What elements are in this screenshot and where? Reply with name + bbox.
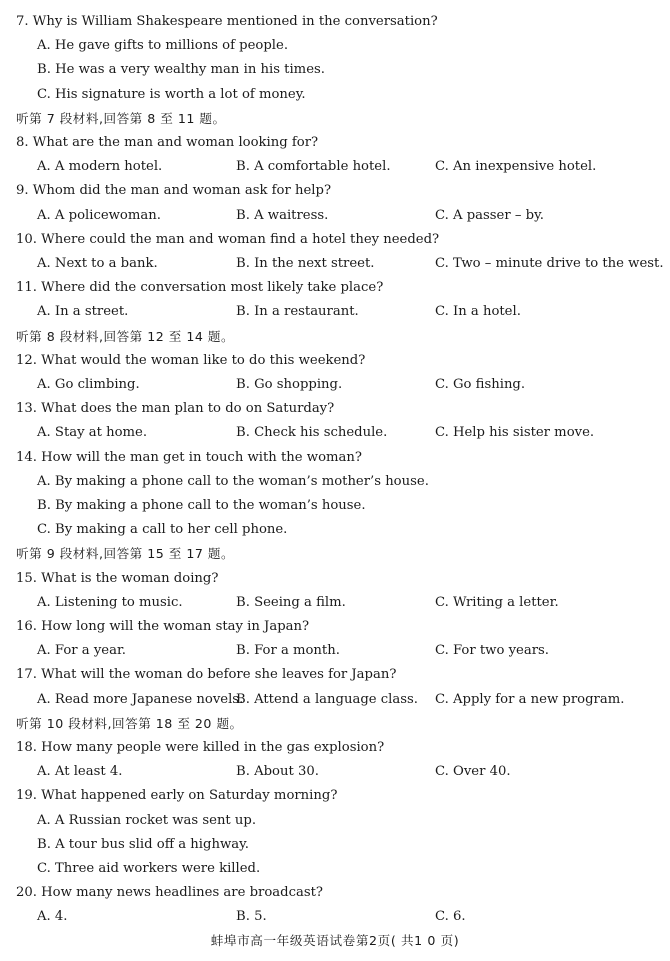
question-text: 13. What does the man plan to do on Saturday?	[16, 401, 335, 417]
question-text: 16. How long will the woman stay in Japan?	[16, 619, 310, 634]
question-row	[0, 663, 670, 687]
option-row	[0, 494, 670, 518]
option-c: C. In a hotel.	[435, 304, 521, 320]
option-a: A. At least 4.	[37, 764, 123, 780]
option-c: C. 6.	[435, 909, 466, 925]
question-text: 8. What are the man and woman looking for?	[16, 135, 319, 150]
option-a: A. Go climbing.	[37, 377, 140, 392]
option-row	[0, 34, 670, 58]
question-row	[0, 179, 670, 203]
option-b: B. Seeing a film.	[236, 594, 346, 610]
page-footer: 蚌埠市高一年级英语试卷第2页( 共1 0 页)	[210, 933, 460, 948]
question-text: 15. What is the woman doing?	[16, 570, 219, 586]
option-text: B. He was a very wealthy man in his times.	[37, 62, 325, 78]
question-text: 10. Where could the man and woman find a hotel they needed?	[16, 231, 440, 247]
question-text: 14. How will the man get in touch with the woman?	[16, 449, 362, 465]
option-text: B. A tour bus slid off a highway.	[37, 836, 249, 852]
options-row	[0, 905, 670, 929]
section-row	[0, 325, 670, 349]
question-row	[0, 784, 670, 808]
option-b: B. About 30.	[236, 764, 319, 780]
option-c: C. An inexpensive hotel.	[435, 159, 597, 175]
option-text: A. A Russian rocket was sent up.	[37, 812, 257, 828]
question-row	[0, 349, 670, 373]
options-row	[0, 252, 670, 276]
question-text: 12. What would the woman like to do this weekend?	[16, 352, 366, 368]
question-row	[0, 881, 670, 905]
question-row	[0, 131, 670, 155]
section-instruction: 听第 9 段材料,回答第 15 至 17 题。	[16, 546, 235, 562]
question-row	[0, 567, 670, 591]
option-a: A. Read more Japanese novels.	[37, 691, 244, 707]
option-row	[0, 809, 670, 833]
option-b: B. A waitress.	[236, 207, 329, 223]
option-c: C. For two years.	[435, 643, 549, 659]
option-c: C. Apply for a new program.	[435, 691, 625, 707]
question-row	[0, 10, 670, 34]
option-text: C. By making a call to her cell phone.	[37, 522, 288, 538]
option-b: B. In the next street.	[236, 256, 375, 271]
question-text: 19. What happened early on Saturday morning?	[16, 788, 338, 804]
options-row	[0, 639, 670, 663]
option-b: B. Go shopping.	[236, 377, 343, 392]
question-row	[0, 446, 670, 470]
option-c: C. Help his sister move.	[435, 425, 595, 441]
question-text: 7. Why is William Shakespeare mentioned in the conversation?	[16, 14, 438, 29]
question-row	[0, 276, 670, 300]
option-a: A. Stay at home.	[37, 425, 148, 441]
option-b: B. In a restaurant.	[236, 304, 359, 320]
options-row	[0, 155, 670, 179]
question-text: 17. What will the woman do before she leaves for Japan?	[16, 667, 397, 683]
section-instruction: 听第 7 段材料,回答第 8 至 11 题。	[16, 110, 226, 126]
option-c: C. A passer – by.	[435, 207, 544, 223]
option-a: A. For a year.	[37, 643, 126, 659]
option-a: A. 4.	[37, 909, 68, 925]
options-row	[0, 760, 670, 784]
options-row	[0, 591, 670, 615]
option-text: C. His signature is worth a lot of money.	[37, 86, 306, 102]
option-a: A. A modern hotel.	[37, 159, 163, 175]
section-instruction: 听第 8 段材料,回答第 12 至 14 题。	[16, 328, 235, 344]
option-row	[0, 833, 670, 857]
option-row	[0, 518, 670, 542]
option-a: A. Next to a bank.	[37, 256, 158, 271]
section-row	[0, 107, 670, 131]
question-row	[0, 397, 670, 421]
option-text: A. He gave gifts to millions of people.	[37, 38, 289, 54]
question-row	[0, 228, 670, 252]
question-text: 18. How many people were killed in the gas explosion?	[16, 740, 385, 755]
question-text: 9. Whom did the man and woman ask for help?	[16, 183, 332, 199]
options-row	[0, 300, 670, 324]
option-text: A. By making a phone call to the woman’s mother’s house.	[37, 473, 429, 489]
option-b: B. A comfortable hotel.	[236, 159, 391, 175]
section-instruction: 听第 10 段材料,回答第 18 至 20 题。	[16, 715, 243, 731]
option-text: C. Three aid workers were killed.	[37, 861, 261, 876]
option-row	[0, 58, 670, 82]
options-row	[0, 688, 670, 712]
section-row	[0, 712, 670, 736]
option-row	[0, 857, 670, 881]
option-b: B. 5.	[236, 909, 267, 925]
option-b: B. Attend a language class.	[236, 691, 418, 707]
option-c: C. Over 40.	[435, 764, 511, 780]
question-text: 11. Where did the conversation most likely take place?	[16, 280, 384, 296]
question-row	[0, 736, 670, 760]
option-a: A. Listening to music.	[37, 594, 183, 610]
option-c: C. Writing a letter.	[435, 594, 559, 610]
option-row	[0, 470, 670, 494]
option-a: A. In a street.	[37, 304, 129, 320]
options-row	[0, 204, 670, 228]
option-c: C. Go fishing.	[435, 377, 526, 392]
option-b: B. Check his schedule.	[236, 425, 388, 441]
option-b: B. For a month.	[236, 643, 340, 659]
options-row	[0, 373, 670, 397]
question-row	[0, 615, 670, 639]
option-row	[0, 83, 670, 107]
options-row	[0, 421, 670, 445]
option-c: C. Two – minute drive to the west.	[435, 256, 664, 271]
option-a: A. A policewoman.	[37, 207, 161, 223]
section-row	[0, 542, 670, 566]
question-text: 20. How many news headlines are broadcast?	[16, 885, 323, 901]
option-text: B. By making a phone call to the woman’s house.	[37, 498, 366, 513]
